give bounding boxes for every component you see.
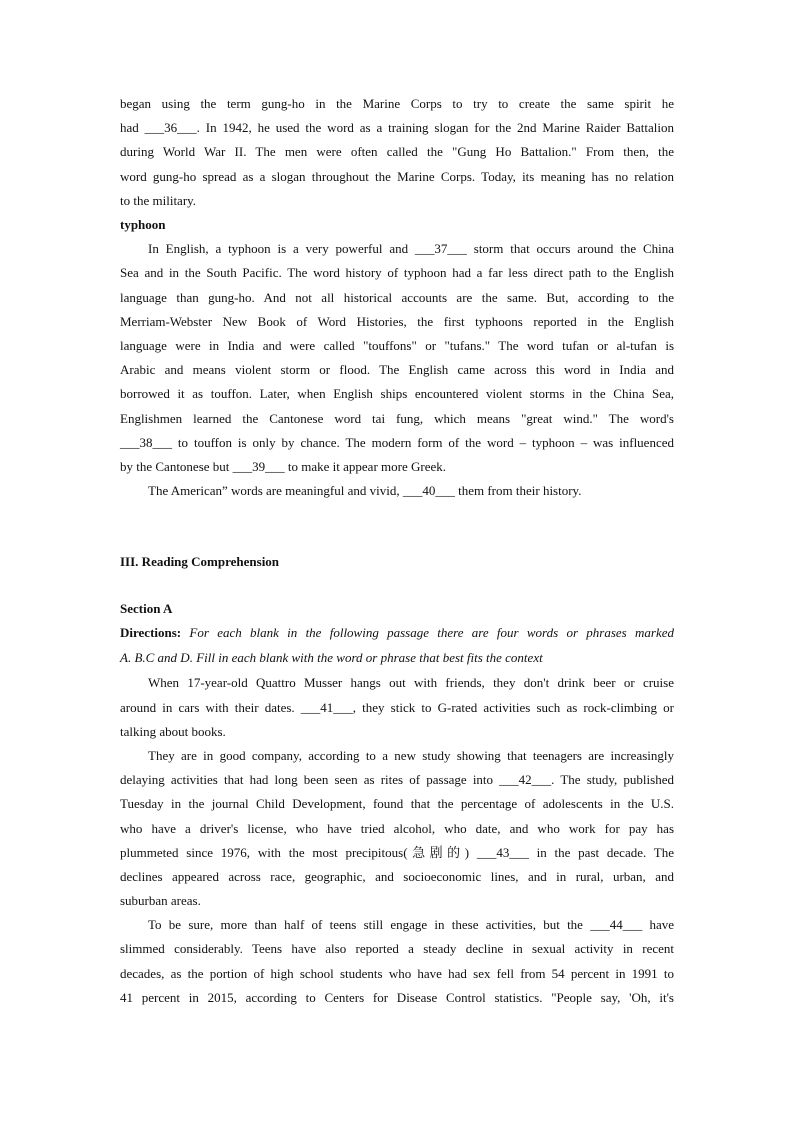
text-line: Tuesday in the journal Child Development, found that the percentage of adolescents in the U.S. (120, 796, 674, 812)
section-a (120, 597, 674, 1010)
text-line: Sea and in the South Pacific. The word history of typhoon had a far less direct path to the English (120, 265, 674, 281)
directions-label: Directions: (120, 625, 182, 641)
directions-text: For each blank in the following passage there are four words or phrases marked (181, 625, 674, 641)
text-line: around in cars with their dates. ___41___, they stick to G-rated activities such as rock-climbing or (120, 699, 674, 715)
directions-line: A. B.C and D. Fill in each blank with the word or phrase that best fits the context (120, 650, 543, 666)
text-line: during World War II. The men were often called the "Gung Ho Battalion." From then, the (120, 144, 674, 160)
text-line: Merriam-Webster New Book of Word Histories, the first typhoons reported in the English (120, 313, 674, 329)
passage-typhoon (120, 213, 674, 503)
text-line: language than gung-ho. And not all historical accounts are the same. But, according to the (120, 289, 674, 305)
text-line: began using the term gung-ho in the Marine Corps to try to create the same spirit he (120, 96, 674, 111)
text-line: 41 percent in 2015, according to Centers for Disease Control statistics. "People say, 'Oh, it's (120, 989, 674, 1005)
part-title: III. Reading Comprehension (120, 554, 280, 569)
text-line: slimmed considerably. Teens have also reported a steady decline in sexual activity in recent (120, 941, 674, 957)
text-line: borrowed it as touffon. Later, when English ships encountered violent storms in the China Sea, (120, 386, 674, 402)
passage-gung-ho (120, 92, 674, 213)
text-line: declines appeared across race, geographic, and socioeconomic lines, and in rural, urban, and (120, 868, 674, 884)
section-heading: typhoon (120, 217, 166, 232)
text-line: to the military. (120, 192, 197, 208)
text-line: had ___36___. In 1942, he used the word as a training slogan for the 2nd Marine Raider Battalion (120, 120, 674, 136)
text-line: suburban areas. (120, 893, 201, 909)
text-line: They are in good company, according to a new study showing that teenagers are increasingly (148, 747, 674, 763)
text-line: plummeted since 1976, with the most precipitous(急剧的) ___43___ in the past decade. The (120, 844, 674, 860)
text-line: The American” words are meaningful and vivid, ___40___ them from their history. (148, 483, 582, 499)
text-line: talking about books. (120, 723, 226, 739)
text-line: decades, as the portion of high school students who have had sex fell from 54 percent in 1991 to (120, 965, 674, 981)
text-line: To be sure, more than half of teens still engage in these activities, but the ___44___ have (148, 917, 674, 933)
text-line: delaying activities that had long been seen as rites of passage into ___42___. The study, published (120, 772, 674, 788)
reading-comprehension (120, 550, 674, 574)
section-title: Section A (120, 601, 173, 616)
text-line: by the Cantonese but ___39___ to make it appear more Greek. (120, 458, 446, 474)
text-line: Arabic and means violent storm or flood. The English came across this word in India and (120, 362, 674, 378)
text-line: Englishmen learned the Cantonese word tai fung, which means "great wind." The word's (120, 410, 674, 426)
directions-line (120, 621, 674, 645)
text-line: When 17-year-old Quattro Musser hangs out with friends, they don't drink beer or cruise (148, 675, 674, 691)
text-line: In English, a typhoon is a very powerful and ___37___ storm that occurs around the China (148, 241, 674, 257)
text-line: word gung-ho spread as a slogan throughout the Marine Corps. Today, its meaning has no relation (120, 168, 674, 184)
text-line: who have a driver's license, who have tried alcohol, who date, and who work for pay has (120, 820, 674, 836)
text-line: ___38___ to touffon is only by chance. The modern form of the word – typhoon – was influenced (120, 434, 674, 450)
text-line: language were in India and were called "touffons" or "tufans." The word tufan or al-tufan is (120, 337, 674, 353)
